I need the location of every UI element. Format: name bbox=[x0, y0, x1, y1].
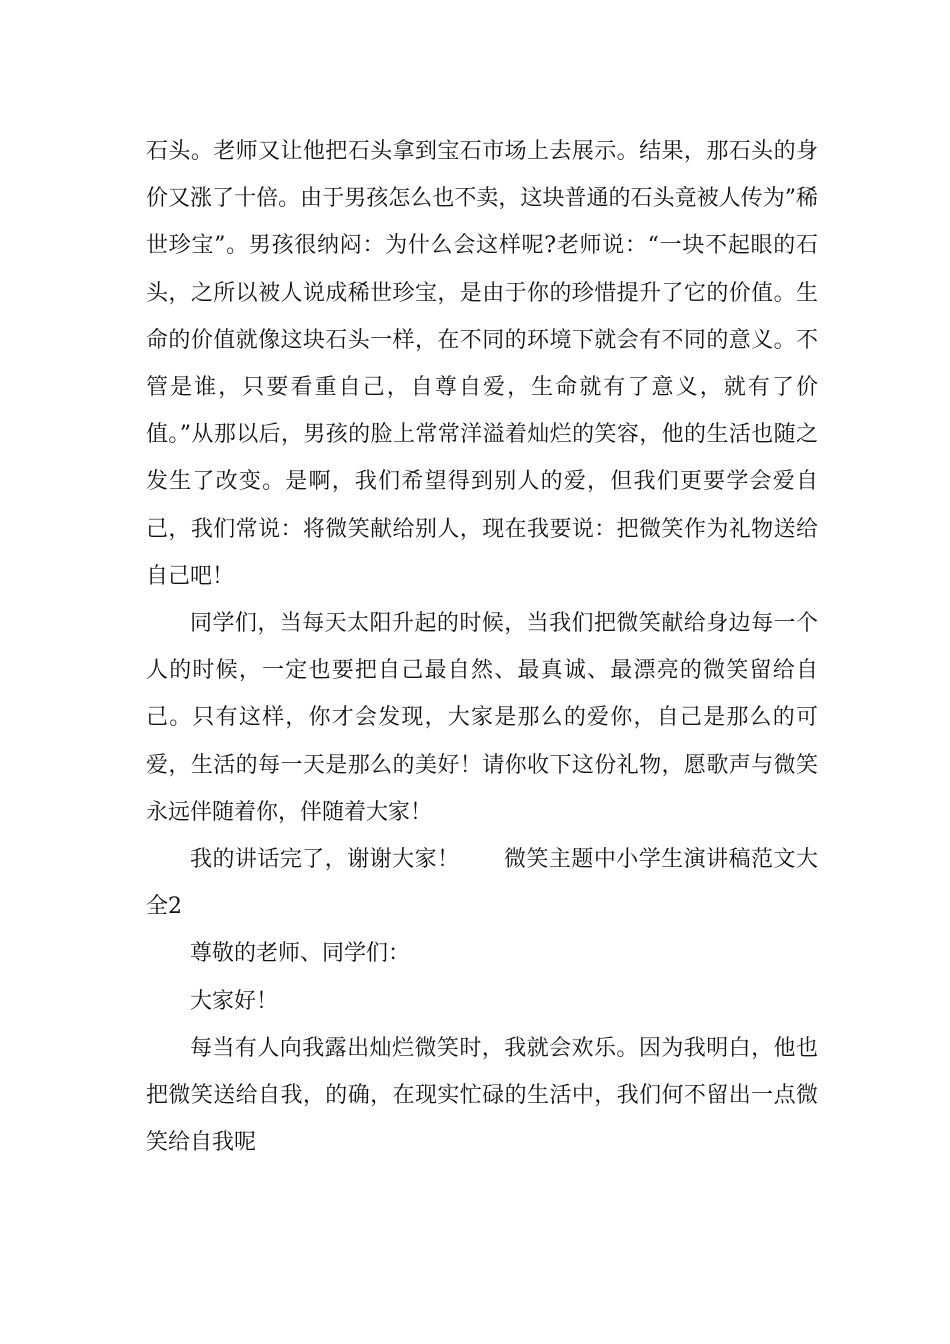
paragraph-smile-gift: 同学们，当每天太阳升起的时候，当我们把微笑献给身边每一个人的时候，一定也要把自己最自然、最真诚、最漂亮的微笑留给自己。只有这样，你才会发现，大家是那么的爱你，自己是那么的可爱，生活的每一天是那么的美好！请你收下这份礼物，愿歌声与微笑永远伴随着你，伴随着大家！ bbox=[146, 611, 818, 825]
section-title: 微笑主题中小学生演讲稿范文大全2 bbox=[146, 847, 818, 920]
closing-remark: 我的讲话完了，谢谢大家！ bbox=[190, 847, 460, 873]
paragraph-smile-happiness: 每当有人向我露出灿烂微笑时，我就会欢乐。因为我明白，他也把微笑送给自我，的确，在现实忙碌的生活中，我们何不留出一点微笑给自我呢 bbox=[146, 1035, 818, 1156]
paragraph-closing-with-title bbox=[146, 836, 818, 930]
paragraph-story-ending: 石头。老师又让他把石头拿到宝石市场上去展示。结果，那石头的身价又涨了十倍。由于男孩怎么也不卖，这块普通的石头竟被人传为”稀世珍宝”。男孩很纳闷：为什么会这样呢?老师说：“一块不起眼的石头，之所以被人说成稀世珍宝，是由于你的珍惜提升了它的价值。生命的价值就像这块石头一样，在不同的环境下就会有不同的意义。不管是谁，只要看重自己，自尊自爱，生命就有了意义，就有了价值。”从那以后，男孩的脸上常常洋溢着灿烂的笑容，他的生活也随之发生了改变。是啊，我们希望得到别人的爱，但我们更要学会爱自己，我们常说：将微笑献给别人，现在我要说：把微笑作为礼物送给自己吧！ bbox=[146, 139, 818, 589]
paragraph-greeting: 大家好！ bbox=[190, 988, 279, 1014]
paragraph-salutation: 尊敬的老师、同学们： bbox=[190, 941, 411, 967]
document-body bbox=[146, 128, 818, 1166]
